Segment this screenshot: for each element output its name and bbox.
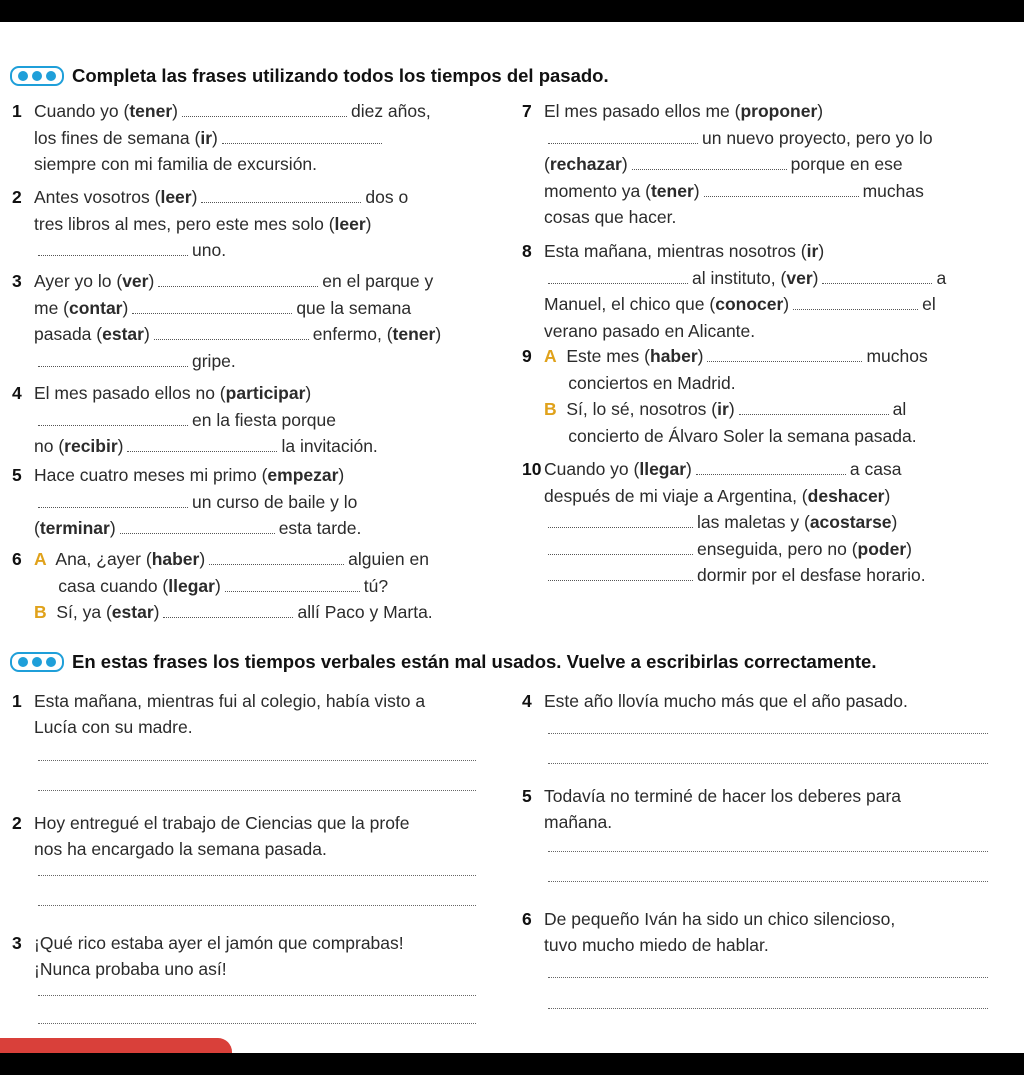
exercise-text: Hace cuatro meses mi primo ( (34, 465, 268, 485)
exercise-line (34, 270, 433, 292)
answer-blank[interactable] (201, 188, 361, 203)
answer-line[interactable] (548, 977, 988, 978)
exercise-line (544, 127, 933, 149)
item-number: 6 (12, 549, 22, 569)
exercise-line (34, 382, 311, 404)
verb-infinitive: terminar (39, 518, 110, 538)
exercise-text: Sí, lo sé, nosotros ( (556, 399, 718, 419)
exercise-text: concierto de Álvaro Soler la semana pasada. (544, 425, 917, 446)
exercise-text: ) (143, 324, 150, 344)
exercise-text: ) (338, 465, 345, 485)
answer-line[interactable] (38, 760, 476, 761)
exercise-text: ) (818, 241, 825, 261)
exercise-text: ) (906, 538, 912, 559)
exercise-line (544, 320, 755, 342)
exercise-text: las maletas y ( (697, 512, 810, 532)
exercise-text: a casa (849, 459, 902, 479)
exercise-text: Cuando yo ( (544, 459, 640, 479)
verb-infinitive: llegar (639, 459, 687, 479)
item-number: 3 (12, 933, 22, 953)
exercise-text: ) (728, 399, 735, 419)
exercise-text: enseguida, pero no ( (697, 538, 858, 559)
exercise-text: en el parque y (322, 271, 434, 291)
sentence-line: De pequeño Iván ha sido un chico silencioso, (544, 909, 896, 929)
exercise-text: porque en ese (790, 154, 903, 174)
item-number: 4 (12, 383, 22, 403)
exercise-text: los fines de semana ( (34, 127, 201, 148)
exercise-text: allí Paco y Marta. (297, 602, 433, 622)
verb-infinitive: leer (160, 187, 192, 207)
answer-blank[interactable] (38, 352, 188, 367)
answer-line[interactable] (548, 851, 988, 852)
exercise-text: siempre con mi familia de excursión. (34, 154, 318, 174)
answer-blank[interactable] (822, 269, 932, 284)
speaker-label: B (34, 602, 47, 622)
exercise-text: tú? (363, 575, 389, 596)
exercise-text: Cuando yo ( (34, 101, 130, 121)
exercise-text: El mes pasado ellos me ( (544, 101, 741, 121)
answer-blank[interactable] (739, 400, 889, 415)
item-number: 5 (12, 465, 22, 485)
exercise-text: dos o (365, 187, 409, 207)
verb-infinitive: empezar (267, 465, 339, 485)
item-number: 3 (12, 271, 22, 291)
exercise-text: conciertos en Madrid. (544, 372, 736, 393)
section1-title: Completa las frases utilizando todos los tiempos del pasado. (72, 65, 609, 86)
sentence-line: Todavía no terminé de hacer los deberes para (544, 786, 902, 806)
exercise-text: Sí, ya ( (46, 602, 112, 622)
exercise-line (544, 485, 890, 507)
verb-infinitive: rechazar (549, 154, 622, 174)
exercise-line (544, 398, 906, 420)
exercise-line (544, 206, 676, 228)
answer-blank[interactable] (222, 129, 382, 144)
exercise-text: ) (884, 485, 891, 506)
answer-blank[interactable] (38, 411, 188, 426)
answer-blank[interactable] (182, 102, 347, 117)
verb-infinitive: poder (857, 538, 907, 559)
exercise-text: ) (621, 154, 628, 174)
verb-infinitive: ir (806, 241, 819, 261)
exercise-line (34, 213, 372, 235)
exercise-text: momento ya ( (544, 180, 651, 201)
exercise-line (544, 458, 901, 480)
item-number: 1 (12, 101, 22, 121)
answer-line[interactable] (38, 875, 476, 876)
exercise-text: la invitación. (281, 436, 378, 456)
exercise-text: que la semana (296, 297, 412, 318)
exercise-text: ) (783, 294, 790, 314)
exercise-text: cosas que hacer. (544, 207, 677, 227)
exercise-text: casa cuando ( (34, 575, 169, 596)
section2-header (10, 651, 876, 673)
verb-infinitive: leer (334, 213, 366, 234)
sentence-line: nos ha encargado la semana pasada. (34, 839, 327, 859)
verb-infinitive: proponer (740, 101, 818, 121)
item-number: 2 (12, 813, 22, 833)
verb-infinitive: ver (786, 267, 813, 288)
exercise-line (34, 297, 411, 319)
exercise-line (544, 293, 936, 315)
exercise-text: ) (817, 101, 824, 121)
exercise-text: ) (212, 127, 218, 148)
exercise-line (544, 564, 926, 586)
exercise-text: no ( (34, 436, 65, 456)
exercise-line (34, 100, 431, 122)
exercise-text: me ( (34, 297, 69, 318)
verb-infinitive: ir (200, 127, 213, 148)
exercise-text: ) (172, 101, 178, 121)
exercise-text: el (922, 294, 936, 314)
answer-line[interactable] (548, 1008, 988, 1009)
sentence-line: Lucía con su madre. (34, 717, 193, 737)
sentence-line: ¡Nunca probaba uno así! (34, 959, 227, 979)
speaker-label: A (544, 346, 557, 366)
exercise-text: al instituto, ( (692, 267, 787, 288)
exercise-text: ) (191, 187, 198, 207)
exercise-text: un curso de baile y lo (192, 491, 358, 512)
exercise-text: Este mes ( (556, 346, 650, 366)
exercise-text: muchas (862, 180, 924, 201)
answer-blank[interactable] (209, 550, 344, 565)
verb-infinitive: estar (102, 324, 144, 344)
exercise-line (34, 350, 236, 372)
exercise-line (544, 240, 824, 262)
exercise-line (34, 323, 441, 345)
verb-infinitive: acostarse (809, 512, 892, 532)
exercise-text: Ayer yo lo ( (34, 271, 123, 291)
answer-blank[interactable] (38, 493, 188, 508)
exercise-text: ( (544, 154, 550, 174)
exercise-text: ) (153, 602, 160, 622)
answer-blank[interactable] (548, 129, 698, 144)
exercise-text: ) (122, 297, 129, 318)
exercise-text: gripe. (192, 350, 236, 371)
answer-blank[interactable] (707, 347, 862, 362)
exercise-text: El mes pasado ellos no ( (34, 383, 226, 403)
exercise-text: ) (214, 575, 221, 596)
answer-blank[interactable] (548, 513, 693, 528)
exercise-line (34, 435, 378, 457)
exercise-line (544, 345, 928, 367)
exercise-text: ) (305, 383, 312, 403)
answer-line[interactable] (38, 1023, 476, 1024)
sentence-line: ¡Qué rico estaba ayer el jamón que comprabas! (34, 933, 404, 953)
item-number: 6 (522, 909, 532, 929)
exercise-text: ) (199, 549, 206, 569)
verb-infinitive: contar (69, 297, 123, 318)
item-number: 7 (522, 101, 532, 121)
verb-infinitive: participar (225, 383, 306, 403)
item-number: 2 (12, 187, 22, 207)
answer-line[interactable] (38, 995, 476, 996)
answer-blank[interactable] (632, 155, 787, 170)
answer-blank[interactable] (163, 603, 293, 618)
exercise-text: ) (686, 459, 692, 479)
exercise-text: tres libros al mes, pero este mes solo ( (34, 213, 335, 234)
exercise-text: uno. (192, 240, 227, 260)
item-number: 4 (522, 691, 532, 711)
exercise-line (34, 153, 317, 175)
exercise-text: pasada ( (34, 324, 103, 344)
verb-infinitive: ver (122, 271, 149, 291)
sentence-line: mañana. (544, 812, 613, 832)
exercise-text: Antes vosotros ( (34, 187, 161, 207)
exercise-text: esta tarde. (278, 518, 362, 538)
answer-blank[interactable] (127, 437, 277, 452)
sentence-line: Este año llovía mucho más que el año pasado. (544, 691, 908, 711)
exercise-line (544, 511, 897, 533)
exercise-line (544, 372, 736, 394)
exercise-text: enfermo, ( (312, 324, 393, 344)
exercise-text: un nuevo proyecto, pero yo lo (702, 127, 933, 148)
exercise-text: alguien en (348, 549, 429, 569)
answer-blank[interactable] (548, 566, 693, 581)
exercise-text: dormir por el desfase horario. (697, 565, 926, 585)
answer-blank[interactable] (704, 182, 859, 197)
exercise-line (544, 153, 903, 175)
exercise-text: Manuel, el chico que ( (544, 294, 716, 314)
exercise-line (544, 100, 823, 122)
exercise-line (34, 491, 357, 513)
exercise-text: ( (34, 518, 40, 538)
speaker-label: B (544, 399, 557, 419)
exercise-line (34, 127, 386, 149)
exercise-line (34, 186, 408, 208)
exercise-text: muchos (866, 346, 928, 366)
verb-infinitive: tener (392, 324, 436, 344)
answer-line[interactable] (38, 905, 476, 906)
exercise-text: ) (365, 213, 372, 234)
exercise-text: Ana, ¿ayer ( (46, 549, 152, 569)
exercise-text: Esta mañana, mientras nosotros ( (544, 241, 807, 261)
answer-blank[interactable] (548, 540, 693, 555)
verb-infinitive: llegar (168, 575, 215, 596)
verb-infinitive: recibir (64, 436, 118, 456)
exercise-line (34, 409, 336, 431)
exercise-line (544, 425, 917, 447)
exercise-line (34, 517, 361, 539)
item-number: 9 (522, 346, 532, 366)
verb-infinitive: tener (129, 101, 173, 121)
exercise-line (34, 464, 344, 486)
exercise-line (544, 538, 912, 560)
exercise-text: al (892, 399, 907, 419)
answer-line[interactable] (548, 733, 988, 734)
answer-blank[interactable] (793, 295, 918, 310)
exercise-text: en la fiesta porque (192, 409, 336, 430)
exercise-line (34, 601, 433, 623)
exercise-line (544, 180, 924, 202)
answer-blank[interactable] (132, 299, 292, 314)
verb-infinitive: conocer (715, 294, 784, 314)
exercise-text: verano pasado en Alicante. (544, 320, 756, 341)
answer-blank[interactable] (225, 577, 360, 592)
exercise-text: ) (697, 346, 704, 366)
item-number: 5 (522, 786, 532, 806)
exercise-text: después de mi viaje a Argentina, ( (544, 485, 808, 506)
top-black-bar (0, 0, 1024, 22)
exercise-text: ) (117, 436, 124, 456)
difficulty-dots-icon (10, 66, 64, 86)
verb-infinitive: estar (111, 602, 154, 622)
exercise-text: ) (891, 512, 898, 532)
exercise-line (544, 267, 946, 289)
answer-line[interactable] (38, 790, 476, 791)
exercise-text: ) (693, 180, 700, 201)
section2-title: En estas frases los tiempos verbales están mal usados. Vuelve a escribirlas correctamente. (72, 651, 877, 672)
sentence-line: Esta mañana, mientras fui al colegio, había visto a (34, 691, 426, 711)
exercise-line (34, 575, 388, 597)
difficulty-dots-icon (10, 652, 64, 672)
item-number: 8 (522, 241, 532, 261)
answer-line[interactable] (548, 881, 988, 882)
verb-infinitive: tener (650, 180, 694, 201)
section1-header (10, 65, 609, 87)
verb-infinitive: haber (650, 346, 698, 366)
exercise-line (34, 548, 429, 570)
sentence-line: tuvo mucho miedo de hablar. (544, 935, 769, 955)
exercise-text: ) (148, 271, 155, 291)
item-number: 1 (12, 691, 22, 711)
verb-infinitive: deshacer (807, 485, 885, 506)
answer-blank[interactable] (696, 460, 846, 475)
exercise-text: ) (812, 267, 819, 288)
answer-blank[interactable] (548, 269, 688, 284)
verb-infinitive: ir (717, 399, 729, 419)
exercise-text: ) (109, 518, 116, 538)
bottom-black-bar (0, 1053, 1024, 1075)
speaker-label: A (34, 549, 47, 569)
answer-blank[interactable] (120, 519, 275, 534)
verb-infinitive: haber (151, 549, 200, 569)
exercise-text: ) (435, 324, 442, 344)
exercise-line (34, 239, 226, 261)
exercise-text: diez años, (350, 101, 431, 121)
answer-blank[interactable] (38, 241, 188, 256)
answer-line[interactable] (548, 763, 988, 764)
answer-blank[interactable] (154, 325, 309, 340)
item-number: 10 (522, 459, 542, 479)
answer-blank[interactable] (158, 272, 318, 287)
exercise-text: a (936, 267, 947, 288)
sentence-line: Hoy entregué el trabajo de Ciencias que la profe (34, 813, 410, 833)
